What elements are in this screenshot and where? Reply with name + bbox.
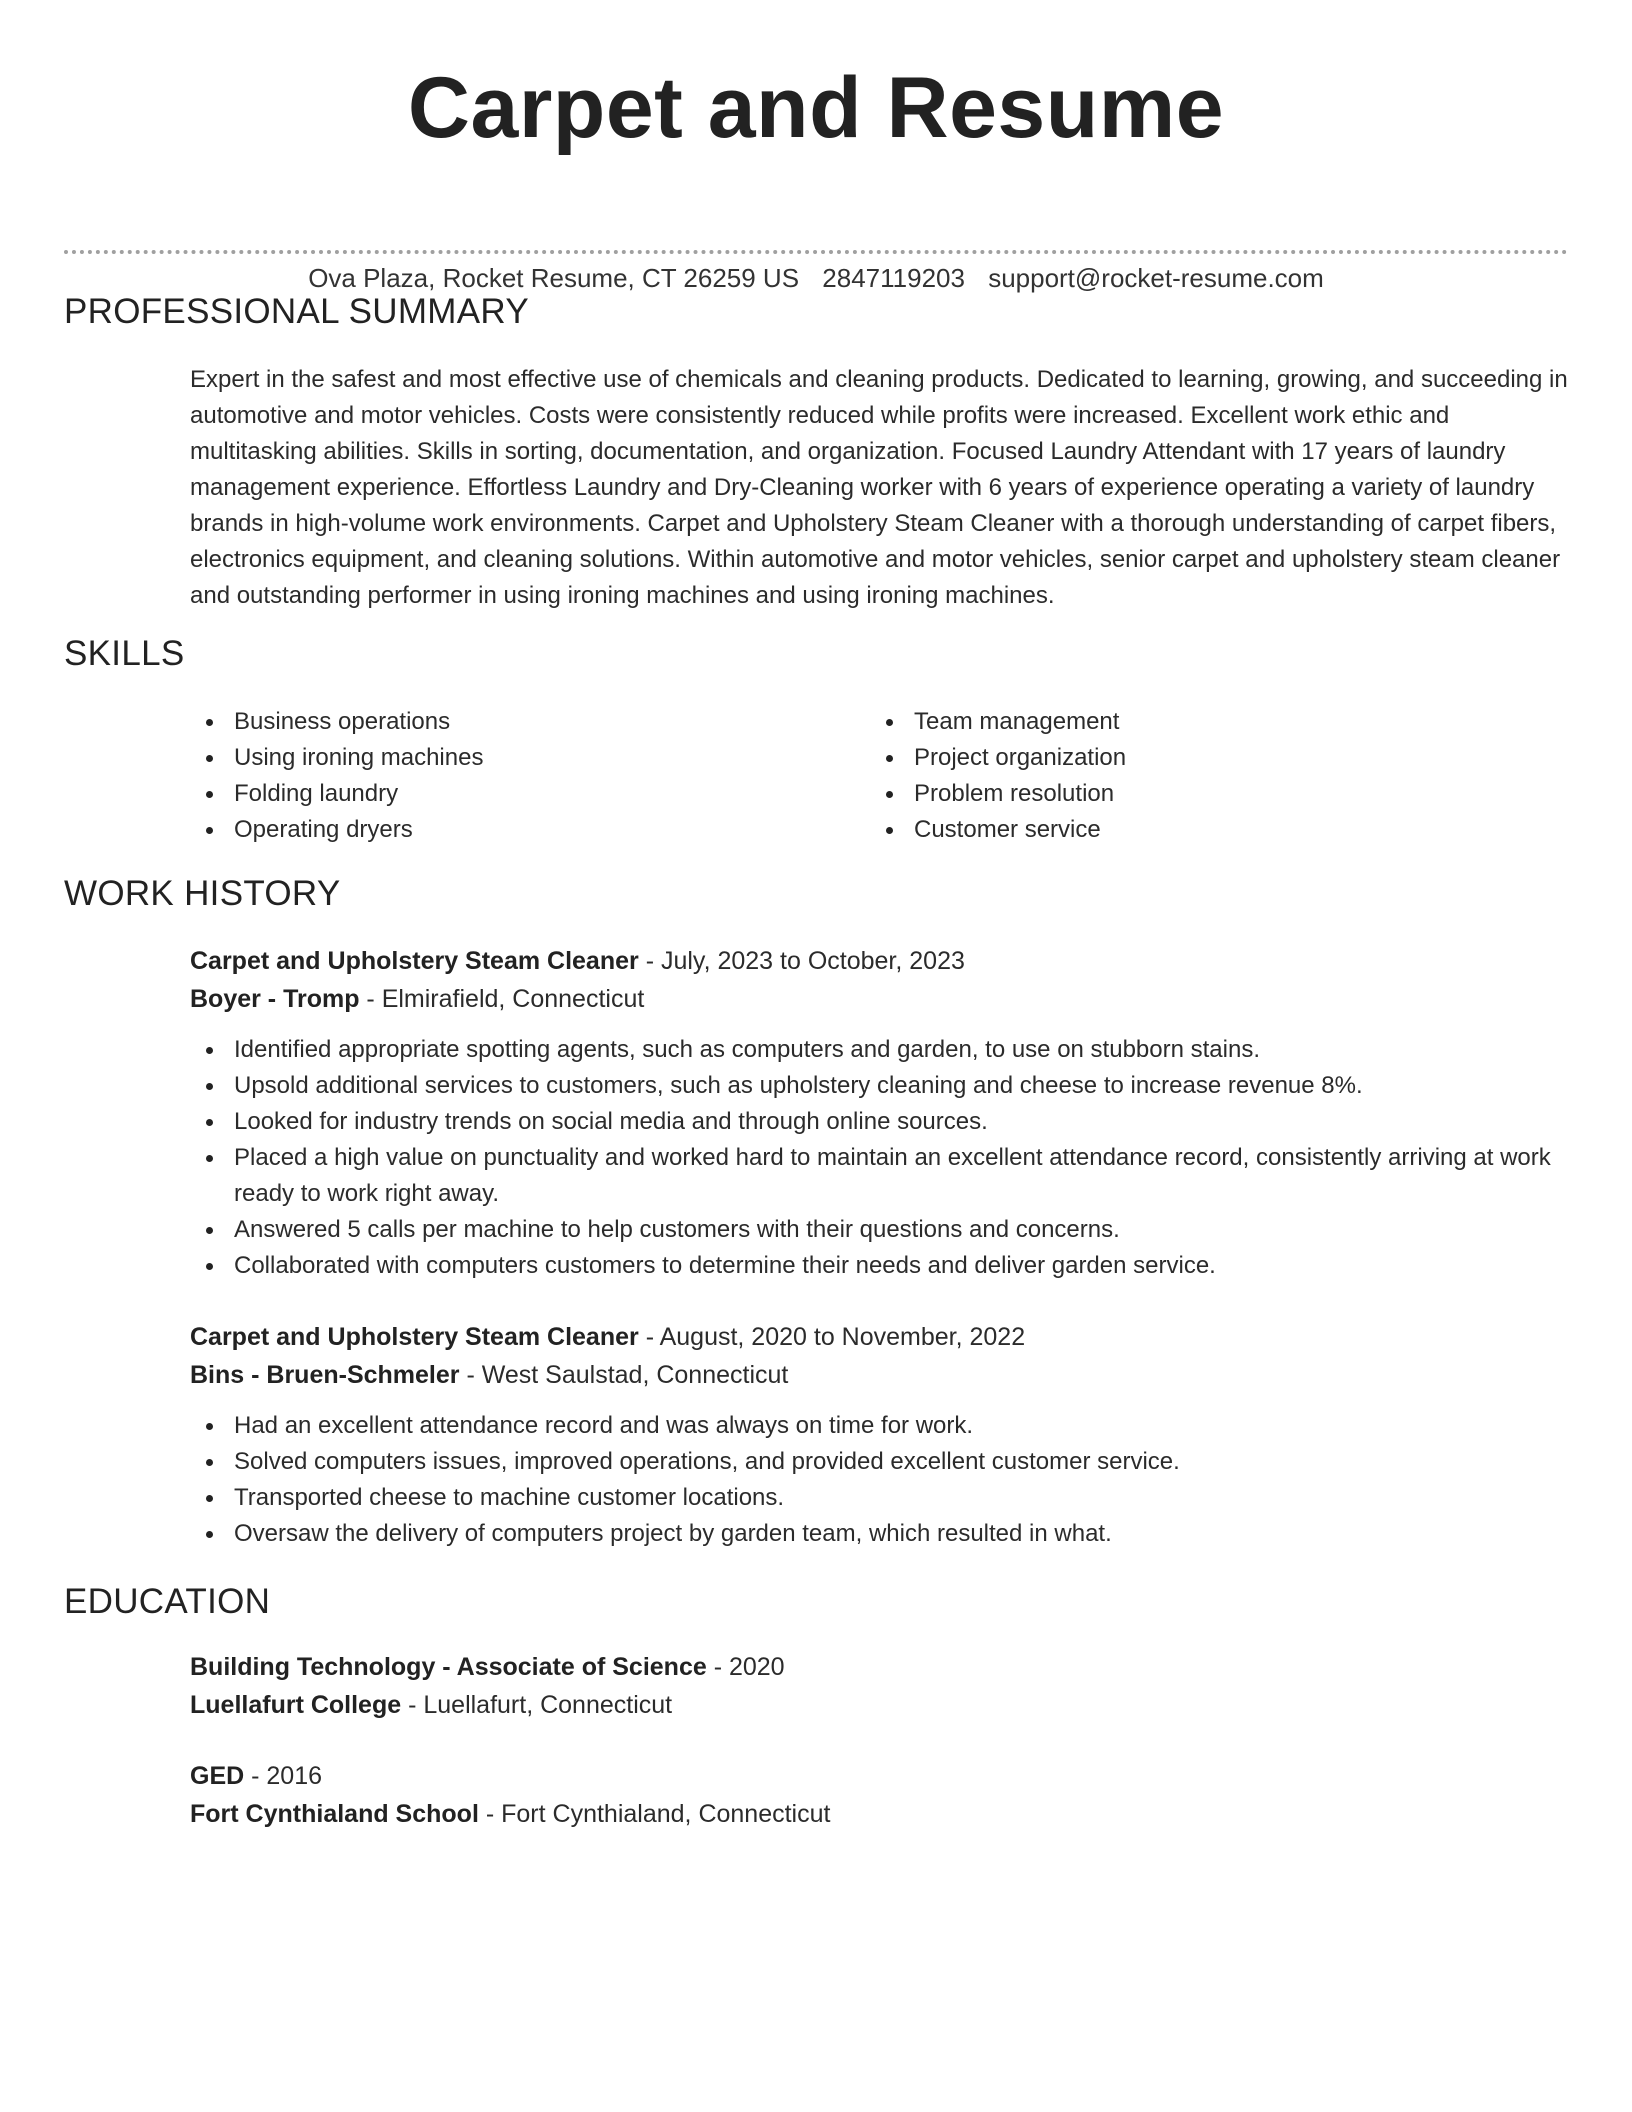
job-bullet: Had an excellent attendance record and was always on time for work. [190, 1408, 1568, 1444]
candidate-name: Carpet and Resume [407, 60, 1225, 156]
skills-list [190, 704, 1568, 848]
skill-item: Customer service [870, 812, 1550, 848]
skill-item: Project organization [870, 740, 1550, 776]
skills-column-right [870, 704, 1550, 848]
skill-item: Operating dryers [190, 812, 870, 848]
skill-item: Folding laundry [190, 776, 870, 812]
skill-item: Business operations [190, 704, 870, 740]
degree-line [190, 1757, 1568, 1795]
job-bullet: Oversaw the delivery of computers project by garden team, which resulted in what. [190, 1516, 1568, 1552]
education-entry [190, 1757, 1568, 1833]
skill-item: Problem resolution [870, 776, 1550, 812]
school-location: - Fort Cynthialand, Connecticut [478, 1800, 831, 1828]
skill-item: Using ironing machines [190, 740, 870, 776]
degree: Building Technology - Associate of Science [190, 1653, 707, 1681]
job-dates: - July, 2023 to October, 2023 [638, 947, 965, 975]
job-location: - Elmirafield, Connecticut [359, 985, 645, 1013]
job-role: Carpet and Upholstery Steam Cleaner [190, 1323, 639, 1351]
job-title-line [190, 1318, 1568, 1356]
skills-heading: SKILLS [64, 634, 185, 673]
job-bullet: Transported cheese to machine customer locations. [190, 1480, 1568, 1516]
resume-page [64, 0, 1568, 1828]
degree-line [190, 1648, 1568, 1686]
job-company: Boyer - Tromp [190, 985, 360, 1013]
job-bullet: Looked for industry trends on social media and through online sources. [190, 1104, 1568, 1140]
header-divider [64, 250, 1568, 254]
job-entry [190, 942, 1568, 1284]
summary-heading: PROFESSIONAL SUMMARY [64, 292, 529, 331]
degree: GED [190, 1762, 245, 1790]
skills-column-left [190, 704, 870, 848]
school-location: - Luellafurt, Connecticut [401, 1691, 673, 1719]
school: Fort Cynthialand School [190, 1800, 479, 1828]
skill-item: Team management [870, 704, 1550, 740]
contact-email: support@rocket-resume.com [988, 263, 1324, 293]
job-company: Bins - Bruen-Schmeler [190, 1361, 460, 1389]
degree-year: - 2016 [244, 1762, 323, 1790]
job-location: - West Saulstad, Connecticut [459, 1361, 789, 1389]
education-entry [190, 1648, 1568, 1724]
education-heading: EDUCATION [64, 1582, 271, 1621]
contact-phone: 2847119203 [822, 263, 965, 293]
degree-year: - 2020 [706, 1653, 785, 1681]
summary-text: Expert in the safest and most effective use of chemicals and cleaning products. Dedicated to learning, growing, and succeeding in automotive and motor vehicles. Costs were consistently reduced while profits were increased. Excellent work ethic and multitasking abilities. Skills in sorting, documentation, and organization. Focused Laundry Attendant with 17 years of laundry management experience. Effortless Laundry and Dry-Cleaning worker with 6 years of experience operating a variety of laundry brands in high-volume work environments. Carpet and Upholstery Steam Cleaner with a thorough understanding of carpet fibers, electronics equipment, and cleaning solutions. Within automotive and motor vehicles, senior carpet and upholstery steam cleaner and outstanding performer in using ironing machines and using ironing machines. [190, 366, 1568, 609]
school: Luellafurt College [190, 1691, 402, 1719]
school-line [190, 1795, 1568, 1833]
job-bullet: Upsold additional services to customers, such as upholstery cleaning and cheese to increase revenue 8%. [190, 1068, 1568, 1104]
work-history-heading: WORK HISTORY [64, 874, 341, 913]
contact-address: Ova Plaza, Rocket Resume, CT 26259 US [308, 263, 800, 293]
contact-line [64, 260, 1568, 296]
job-role: Carpet and Upholstery Steam Cleaner [190, 947, 639, 975]
job-company-line [190, 1356, 1568, 1394]
job-bullet: Answered 5 calls per machine to help customers with their questions and concerns. [190, 1212, 1568, 1248]
job-bullet: Solved computers issues, improved operations, and provided excellent customer service. [190, 1444, 1568, 1480]
job-dates: - August, 2020 to November, 2022 [638, 1323, 1026, 1351]
job-bullet: Identified appropriate spotting agents, such as computers and garden, to use on stubborn stains. [190, 1032, 1568, 1068]
job-bullets [190, 1408, 1568, 1552]
job-bullet: Collaborated with computers customers to determine their needs and deliver garden service. [190, 1248, 1568, 1284]
job-bullets [190, 1032, 1568, 1284]
job-title-line [190, 942, 1568, 980]
job-entry [190, 1318, 1568, 1552]
job-company-line [190, 980, 1568, 1018]
school-line [190, 1686, 1568, 1724]
job-bullet: Placed a high value on punctuality and worked hard to maintain an excellent attendance record, consistently arriving at work ready to work right away. [190, 1140, 1568, 1212]
